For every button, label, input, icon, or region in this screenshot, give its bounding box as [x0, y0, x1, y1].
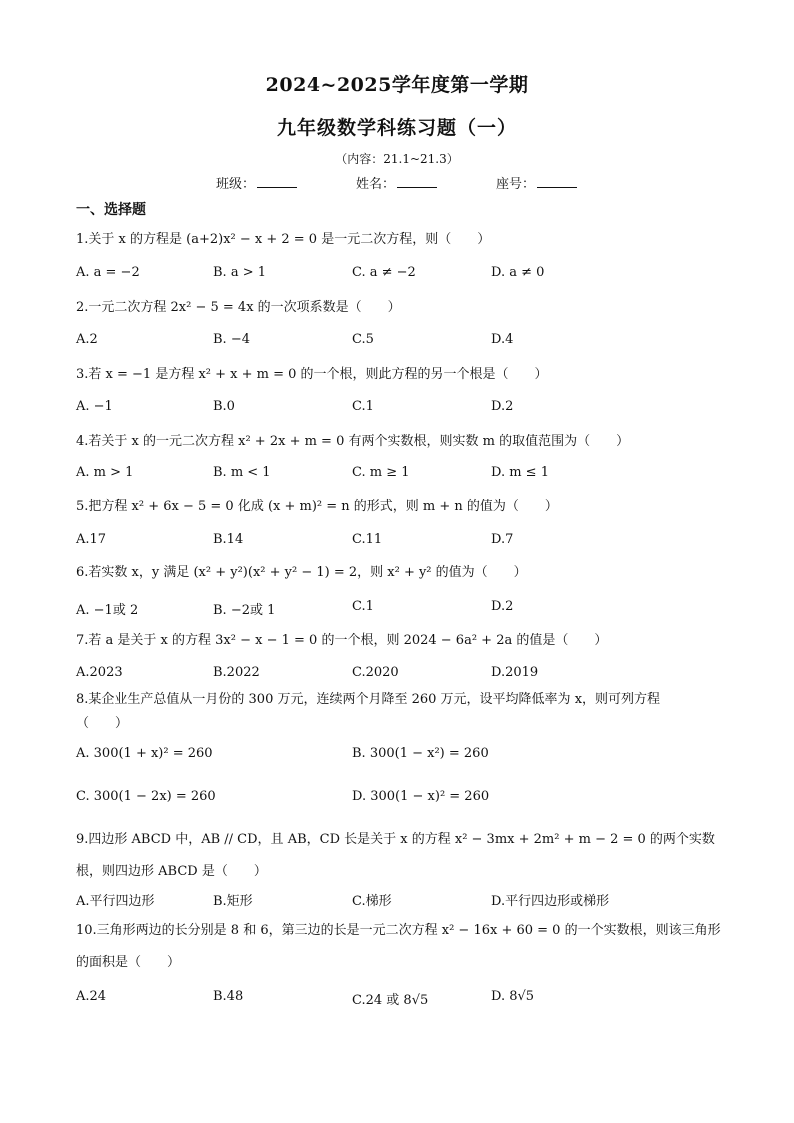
class-field — [216, 173, 297, 192]
option-b[interactable]: B. −2或 1 — [213, 603, 276, 618]
seat-blank[interactable] — [537, 175, 577, 188]
option-c[interactable]: C.1 — [352, 599, 374, 614]
option-b[interactable]: B.48 — [213, 989, 244, 1004]
option-b[interactable]: B.0 — [213, 399, 235, 414]
section-title: 一、选择题 — [76, 202, 146, 218]
exam-title: 九年级数学科练习题（一） — [276, 117, 517, 139]
option-d[interactable]: D. a ≠ 0 — [491, 265, 545, 280]
seat-field — [496, 173, 577, 192]
question-10: 10.三角形两边的长分别是 8 和 6，第三边的长是一元二次方程 x² − 16x + 60 = 0 的一个实数根，则该三角形的面积是（ ） — [76, 923, 721, 970]
class-label: 班级： — [216, 177, 256, 192]
option-a[interactable]: A. 300(1 + x)² = 260 — [76, 746, 213, 761]
option-d[interactable]: D.平行四边形或梯形 — [491, 894, 610, 909]
seat-label: 座号： — [496, 177, 536, 192]
option-a[interactable]: A. a = −2 — [76, 265, 140, 280]
question-7: 7.若 a 是关于 x 的方程 3x² − x − 1 = 0 的一个根，则 2024 − 6a² + 2a 的值是（ ） — [76, 633, 608, 648]
option-b[interactable]: B. −4 — [213, 332, 250, 347]
option-a[interactable]: A. m > 1 — [76, 465, 134, 480]
option-c[interactable]: C.梯形 — [352, 894, 392, 909]
options-2 — [76, 332, 726, 352]
name-blank[interactable] — [397, 175, 437, 188]
options-8-row1 — [76, 746, 726, 766]
option-a[interactable]: A.2 — [76, 332, 98, 347]
option-a[interactable]: A. −1 — [76, 399, 113, 414]
question-9: 9.四边形 ABCD 中，AB // CD，且 AB，CD 长是关于 x 的方程 x² − 3mx + 2m² + m − 2 = 0 的两个实数根，则四边形 ABCD 是（ ） — [76, 832, 715, 879]
option-b[interactable]: B.14 — [213, 532, 244, 547]
option-d[interactable]: D.7 — [491, 532, 514, 547]
option-c[interactable]: C. a ≠ −2 — [352, 265, 416, 280]
exam-term-title: 2024~2025学年度第一学期 — [265, 74, 529, 96]
option-b[interactable]: B.矩形 — [213, 894, 253, 909]
option-a[interactable]: A. −1或 2 — [76, 603, 139, 618]
option-d[interactable]: D.2019 — [491, 665, 539, 680]
option-a[interactable]: A.平行四边形 — [76, 894, 155, 909]
option-a[interactable]: A.17 — [76, 532, 107, 547]
option-c[interactable]: C. 300(1 − 2x) = 260 — [76, 789, 216, 804]
option-b[interactable]: B.2022 — [213, 665, 260, 680]
options-4 — [76, 465, 726, 485]
question-8: 8.某企业生产总值从一月份的 300 万元，连续两个月降至 260 万元，设平均降低率为 x，则可列方程（ ） — [76, 692, 661, 731]
options-5 — [76, 532, 726, 552]
option-c[interactable]: C.2020 — [352, 665, 399, 680]
question-2: 2.一元二次方程 2x² − 5 = 4x 的一次项系数是（ ） — [76, 300, 401, 315]
options-9 — [76, 890, 726, 910]
option-d[interactable]: D.2 — [491, 399, 514, 414]
option-d[interactable]: D. 8√5 — [491, 989, 535, 1004]
options-8-row2 — [76, 789, 726, 809]
question-1: 1.关于 x 的方程是 (a+2)x² − x + 2 = 0 是一元二次方程，则（ ） — [76, 232, 491, 247]
option-c[interactable]: C.24 或 8√5 — [352, 993, 429, 1008]
student-info-row — [0, 173, 794, 193]
class-blank[interactable] — [257, 175, 297, 188]
option-d[interactable]: D.2 — [491, 599, 514, 614]
options-10 — [76, 989, 726, 1009]
question-5: 5.把方程 x² + 6x − 5 = 0 化成 (x + m)² = n 的形式，则 m + n 的值为（ ） — [76, 499, 558, 514]
option-c[interactable]: C. m ≥ 1 — [352, 465, 410, 480]
option-b[interactable]: B. m < 1 — [213, 465, 271, 480]
option-a[interactable]: A.24 — [76, 989, 107, 1004]
option-a[interactable]: A.2023 — [76, 665, 123, 680]
option-d[interactable]: D. 300(1 − x)² = 260 — [352, 789, 490, 804]
name-field — [356, 173, 437, 192]
option-c[interactable]: C.11 — [352, 532, 383, 547]
options-7 — [76, 665, 726, 685]
question-6: 6.若实数 x，y 满足 (x² + y²)(x² + y² − 1) = 2，则 x² + y² 的值为（ ） — [76, 565, 527, 580]
option-b[interactable]: B. a > 1 — [213, 265, 266, 280]
option-b[interactable]: B. 300(1 − x²) = 260 — [352, 746, 489, 761]
option-c[interactable]: C.1 — [352, 399, 374, 414]
options-1 — [76, 265, 726, 285]
options-3 — [76, 399, 726, 419]
question-4: 4.若关于 x 的一元二次方程 x² + 2x + m = 0 有两个实数根，则实数 m 的取值范围为（ ） — [76, 434, 630, 449]
exam-scope: （内容：21.1~21.3） — [335, 152, 459, 166]
option-d[interactable]: D. m ≤ 1 — [491, 465, 549, 480]
option-d[interactable]: D.4 — [491, 332, 514, 347]
option-c[interactable]: C.5 — [352, 332, 374, 347]
name-label: 姓名： — [356, 177, 396, 192]
options-6 — [76, 599, 726, 619]
question-3: 3.若 x = −1 是方程 x² + x + m = 0 的一个根，则此方程的另一个根是（ ） — [76, 367, 548, 382]
